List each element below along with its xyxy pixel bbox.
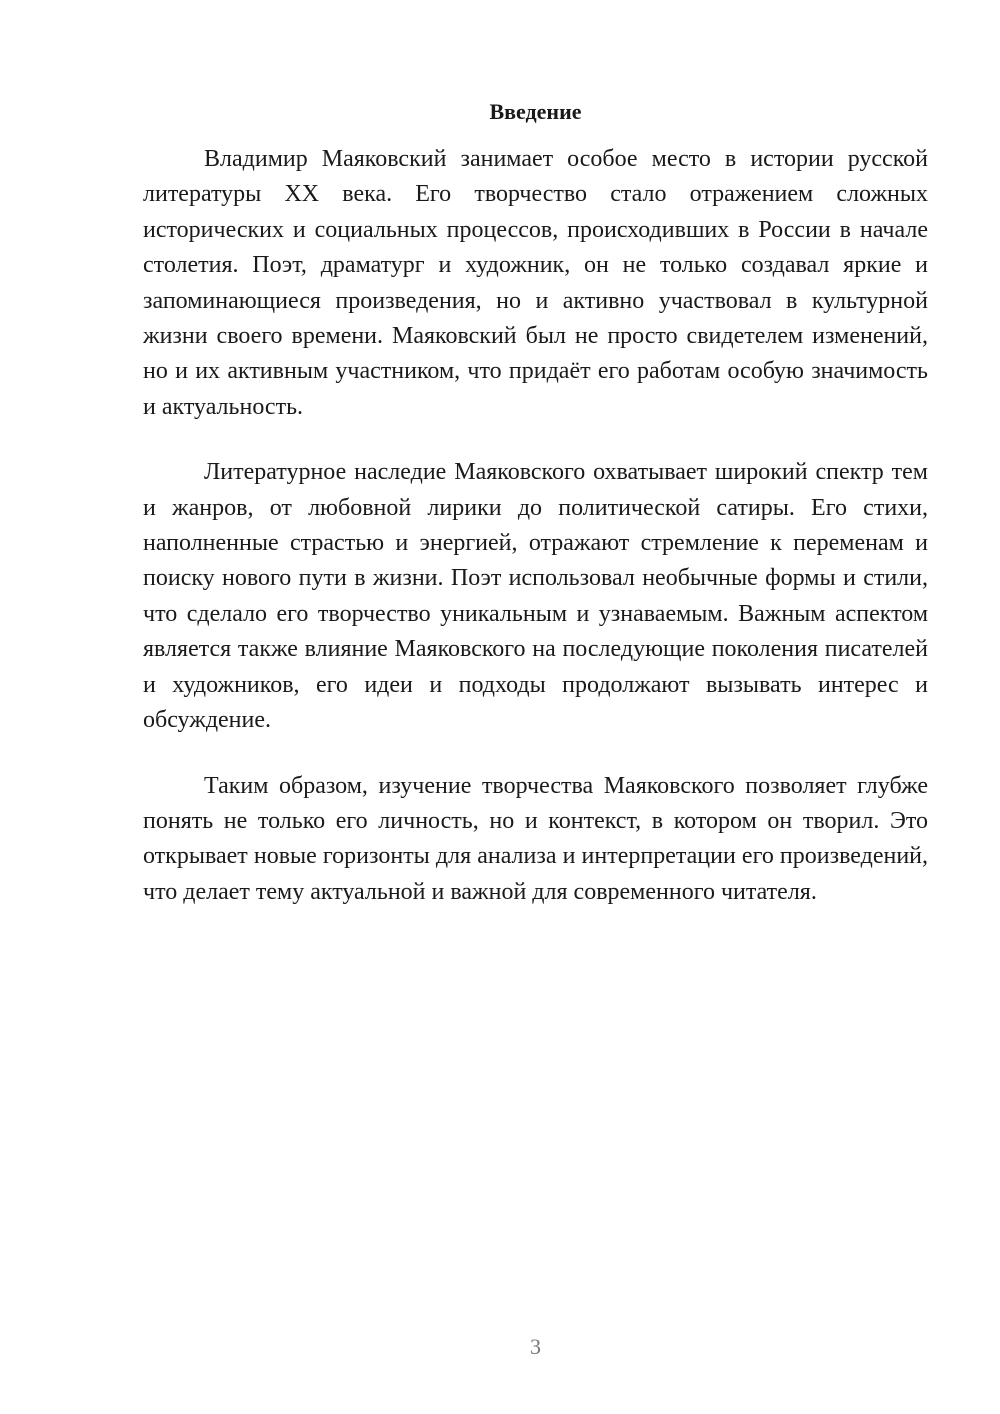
body-text — [143, 142, 928, 940]
section-heading: Введение — [489, 99, 582, 124]
paragraph-1: Владимир Маяковский занимает особое место в истории русской литературы XX века. Его творчество стало отражением сложных исторических и социальных процессов, происходивших в России в начале столетия. Поэт, драматург и художник, он не только создавал яркие и запоминающиеся произведения, но и активно участвовал в культурной жизни своего времени. Маяковский был не просто свидетелем изменений, но и их активным участником, что придаёт его работам особую значимость и актуальность. — [143, 146, 928, 420]
paragraph-2: Литературное наследие Маяковского охватывает широкий спектр тем и жанров, от любовной лирики до политической сатиры. Его стихи, наполненные страстью и энергией, отражают стремление к переменам и поиску нового пути в жизни. Поэт использовал необычные формы и стили, что сделало его творчество уникальным и узнаваемым. Важным аспектом является также влияние Маяковского на последующие поколения писателей и художников, его идеи и подходы продолжают вызывать интерес и обсуждение. — [143, 459, 928, 734]
page-number: 3 — [530, 1334, 541, 1359]
paragraph-3: Таким образом, изучение творчества Маяковского позволяет глубже понять не только его личность, но и контекст, в котором он творил. Это открывает новые горизонты для анализа и интерпретации его произведений, что делает тему актуальной и важной для современного читателя. — [143, 772, 928, 905]
